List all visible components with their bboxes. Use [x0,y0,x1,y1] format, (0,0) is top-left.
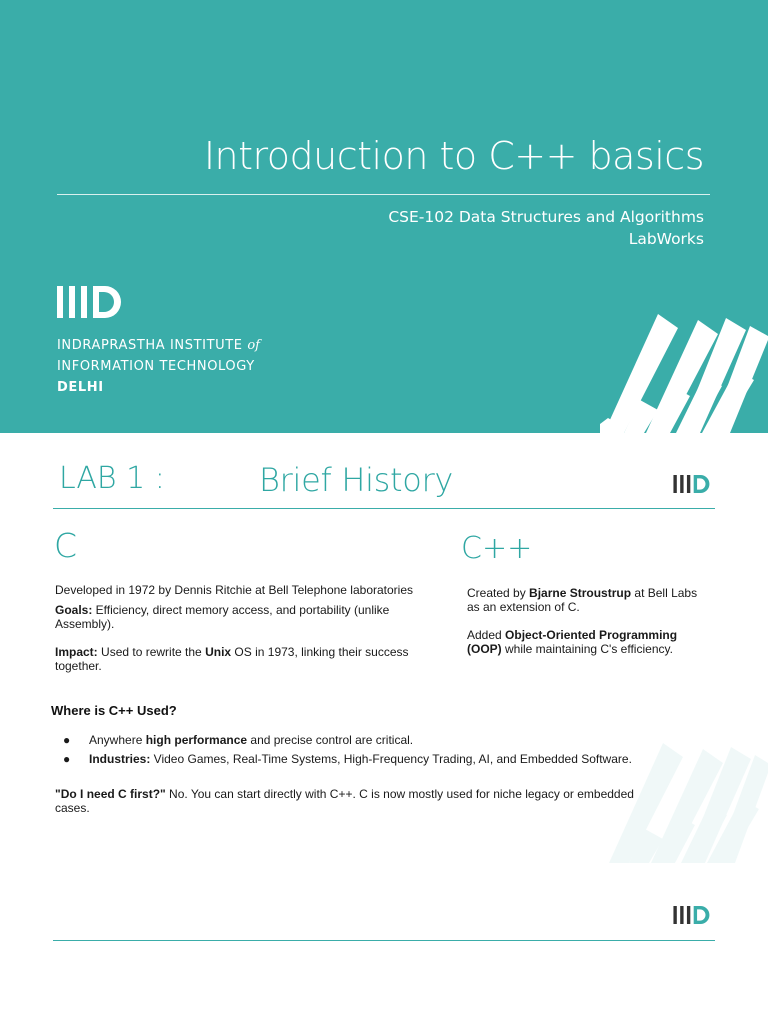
iiitd-logo-icon [672,906,712,924]
bullet-icon: ● [63,752,71,766]
course-name: CSE-102 Data Structures and Algorithms [388,208,704,226]
c-developed: Developed in 1972 by Dennis Ritchie at Bell Telephone laboratories [55,583,414,597]
slide-title: Introduction to C++ basics [203,134,704,178]
institute-name [57,335,260,398]
lab-label: LAB 1 : [59,461,165,496]
c-impact-unix: Unix [205,645,232,659]
bullet-text-post: Video Games, Real-Time Systems, High-Frequency Trading, AI, and Embedded Software. [150,752,632,766]
iiitd-logo-icon [672,475,712,493]
cpp-description [467,586,707,670]
c-goals-label: Goals: [55,603,93,617]
c-impact-text-2: OS in 1973, linking their success together. [55,645,409,673]
cpp-created [467,586,707,614]
slide-subtitle [388,206,704,250]
list-item [63,752,632,766]
header-divider [53,508,715,509]
bullet-text-bold: Industries: [89,752,151,766]
where-heading: Where is C++ Used? [51,703,177,718]
faq-question: "Do I need C first?" [55,787,166,801]
faq-text [55,787,645,815]
c-goals [55,603,425,631]
cpp-created-2: at Bell Labs as an extension of C. [467,586,698,614]
bullet-text-bold: high performance [145,733,248,747]
decorative-stripes-icon [605,733,768,863]
cpp-added [467,628,707,656]
faq [55,787,645,815]
title-divider [57,194,710,195]
lab-slide [0,433,768,1024]
bullet-icon: ● [63,733,71,747]
faq-answer: No. You can start directly with C++. C is now mostly used for niche legacy or embedded cases. [55,787,634,815]
cpp-created-name: Bjarne Stroustrup [529,586,632,600]
c-impact [55,645,425,673]
cpp-heading: C++ [461,531,533,566]
decorative-stripes-icon [600,300,768,433]
cpp-added-1: Added [467,628,506,642]
cpp-added-oop: Object-Oriented Programming (OOP) [467,628,678,656]
institute-of: of [247,338,260,353]
institute-line-3: DELHI [57,380,104,395]
subtitle-labworks: LabWorks [628,230,704,248]
section-title: Brief History [259,461,454,499]
c-impact-label: Impact: [55,645,98,659]
institute-line-2: INFORMATION TECHNOLOGY [57,359,255,374]
footer-divider [53,940,715,941]
cpp-added-2: while maintaining C's efficiency. [501,642,673,656]
usage-list [63,733,632,771]
iiitd-logo-icon [57,286,123,318]
bullet-text-pre: Anywhere [89,733,146,747]
institute-line-1: INDRAPRASTHA INSTITUTE [57,338,243,353]
c-heading: C [54,526,78,565]
bullet-text-post: and precise control are critical. [247,733,414,747]
cpp-created-1: Created by [467,586,530,600]
c-description [55,583,425,679]
title-slide [0,0,768,433]
c-impact-text-1: Used to rewrite the [97,645,206,659]
list-item [63,733,632,747]
c-goals-text: Efficiency, direct memory access, and portability (unlike Assembly). [55,603,390,631]
